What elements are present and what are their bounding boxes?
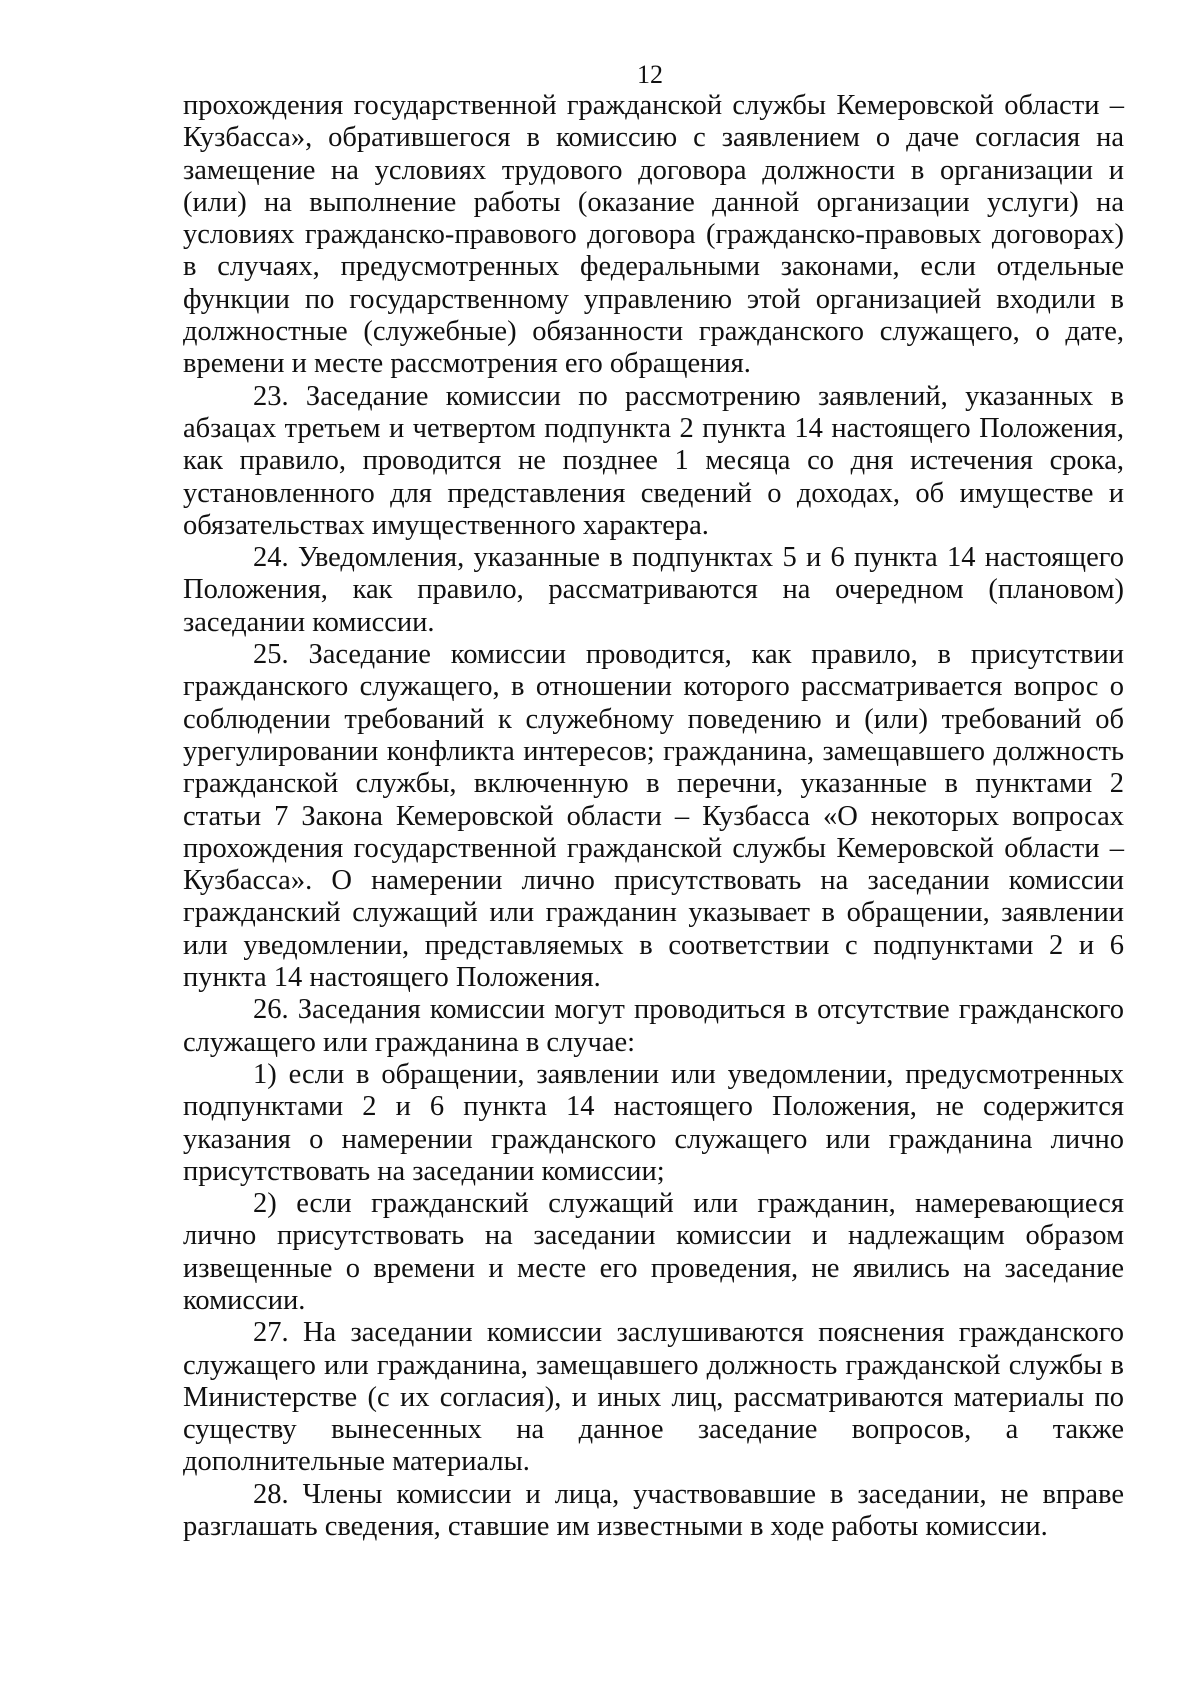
document-body <box>183 90 1124 1543</box>
paragraph-item-28: 28. Члены комиссии и лица, участвовавшие в заседании, не вправе разглашать сведения, ставшие им известными в ходе работы комиссии. <box>183 1478 1124 1543</box>
paragraph-item-23: 23. Заседание комиссии по рассмотрению заявлений, указанных в абзацах третьем и четвертом подпункта 2 пункта 14 настоящего Положения, как правило, проводится не позднее 1 месяца со дня истечения срока, установленного для представления сведений о доходах, об имуществе и обязательствах имущественного характера. <box>183 380 1124 541</box>
paragraph-subitem-1: 1) если в обращении, заявлении или уведомлении, предусмотренных подпунктами 2 и 6 пункта 14 настоящего Положения, не содержится указания о намерении гражданского служащего или гражданина лично присутствовать на заседании комиссии; <box>183 1058 1124 1187</box>
paragraph-item-27: 27. На заседании комиссии заслушиваются пояснения гражданского служащего или гражданина, замещавшего должность гражданской службы в Министерстве (с их согласия), и иных лиц, рассматриваются материалы по существу вынесенных на данное заседание вопросов, а также дополнительные материалы. <box>183 1317 1124 1478</box>
paragraph-item-26: 26. Заседания комиссии могут проводиться в отсутствие гражданского служащего или гражданина в случае: <box>183 994 1124 1058</box>
paragraph-continuation: прохождения государственной гражданской службы Кемеровской области – Кузбасса», обратившегося в комиссию с заявлением о даче согласия на замещение на условиях трудового договора должности в организации и (или) на выполнение работы (оказание данной организации услуги) на условиях гражданско-правового договора (гражданско-правовых договорах) в случаях, предусмотренных федеральными законами, если отдельные функции по государственному управлению этой организацией входили в должностные (служебные) обязанности гражданского служащего, о дате, времени и месте рассмотрения его обращения. <box>183 90 1124 380</box>
paragraph-item-24: 24. Уведомления, указанные в подпунктах 5 и 6 пункта 14 настоящего Положения, как правило, рассматриваются на очередном (плановом) заседании комиссии. <box>183 542 1124 638</box>
page-number: 12 <box>637 60 663 89</box>
paragraph-item-25: 25. Заседание комиссии проводится, как правило, в присутствии гражданского служащего, в отношении которого рассматривается вопрос о соблюдении требований к служебному поведению и (или) требований об урегулировании конфликта интересов; гражданина, замещавшего должность гражданской службы, включенную в перечни, указанные в пунктами 2 статьи 7 Закона Кемеровской области – Кузбасса «О некоторых вопросах прохождения государственной гражданской службы Кемеровской области – Кузбасса». О намерении лично присутствовать на заседании комиссии гражданский служащий или гражданин указывает в обращении, заявлении или уведомлении, представляемых в соответствии с подпунктами 2 и 6 пункта 14 настоящего Положения. <box>183 639 1124 994</box>
paragraph-subitem-2: 2) если гражданский служащий или гражданин, намеревающиеся лично присутствовать на заседании комиссии и надлежащим образом извещенные о времени и месте его проведения, не явились на заседание комиссии. <box>183 1188 1124 1316</box>
